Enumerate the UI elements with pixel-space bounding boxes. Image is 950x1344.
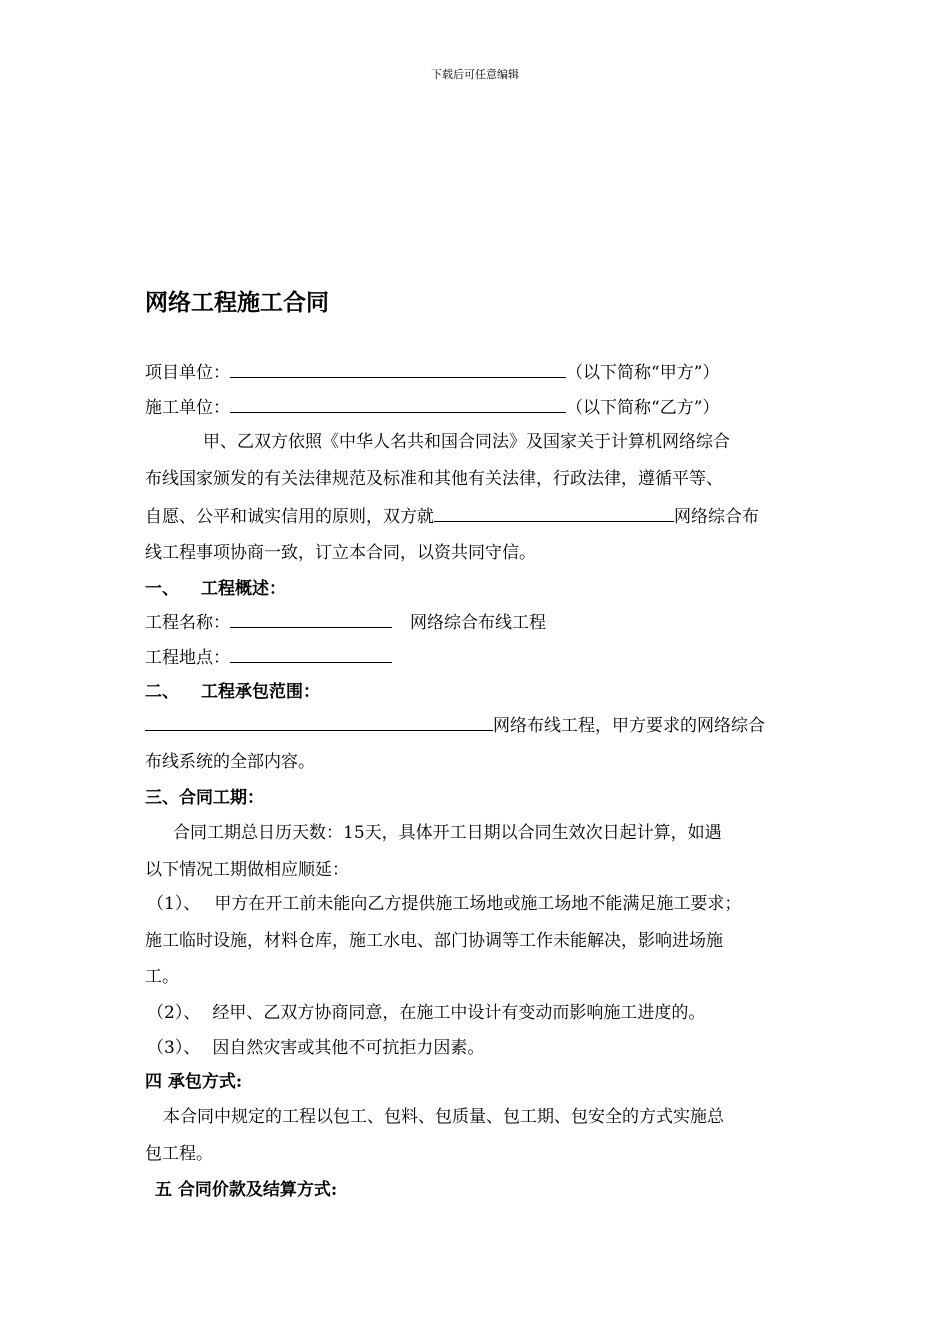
party-b-blank: [230, 396, 566, 413]
section-4-heading: 四 承包方式:: [145, 1072, 243, 1092]
delay-item-2-text: 经甲、乙双方协商同意，在施工中设计有变动而影响施工进度的。: [212, 1003, 706, 1023]
contract-method-line-1: 本合同中规定的工程以包工、包料、包质量、包工期、包安全的方式实施总: [163, 1107, 724, 1127]
section-2-number: 二、: [145, 682, 179, 702]
section-5-heading: 五 合同价款及结算方式:: [155, 1180, 338, 1200]
delay-item-1: [147, 893, 741, 915]
section-3-heading: 三、合同工期：: [145, 788, 264, 808]
party-b-label: 施工单位：: [145, 398, 230, 418]
intro-line-1: 甲、乙双方依照《中华人名共和国合同法》及国家关于计算机网络综合: [203, 432, 730, 452]
party-a-blank: [230, 361, 566, 378]
party-a-line: [145, 361, 719, 384]
intro-line-4: 线工程事项协商一致，订立本合同，以资共同守信。: [145, 543, 536, 563]
delay-item-1-line-2: 施工临时设施，材料仓库，施工水电、部门协调等工作未能解决，影响进场施: [145, 931, 723, 951]
project-location-line: [145, 646, 392, 669]
party-a-label: 项目单位：: [145, 363, 230, 383]
project-location-label: 工程地点：: [145, 648, 230, 668]
scope-line-1-text: 网络布线工程，甲方要求的网络综合: [493, 716, 765, 736]
project-name-value: 网络综合布线工程: [410, 613, 546, 633]
section-2-title: 工程承包范围：: [201, 682, 320, 702]
intro-line-3: [145, 505, 759, 528]
contract-method-line-2: 包工程。: [145, 1144, 213, 1164]
party-b-line: [145, 396, 719, 419]
delay-item-1-number: （1）、: [147, 894, 201, 914]
scope-line-2: 布线系统的全部内容。: [145, 752, 315, 772]
project-name-field-blank: [230, 611, 392, 628]
delay-item-2-number: （2）、: [147, 1003, 201, 1023]
duration-line-2: 以下情况工期做相应顺延：: [145, 860, 349, 880]
project-name-label: 工程名称：: [145, 613, 230, 633]
project-name-line: [145, 611, 546, 634]
delay-item-3-number: （3）、: [147, 1038, 201, 1058]
party-b-suffix: （以下简称“乙方”）: [566, 398, 720, 418]
section-1-heading: [145, 578, 286, 600]
document-title: 网络工程施工合同: [145, 289, 329, 316]
delay-item-1-line-3: 工。: [145, 967, 179, 987]
scope-blank: [145, 714, 493, 731]
section-2-heading: [145, 681, 320, 703]
delay-item-2: [147, 1002, 705, 1024]
delay-item-3-text: 因自然灾害或其他不可抗拒力因素。: [212, 1038, 485, 1058]
intro-line-3-post: 网络综合布: [674, 507, 759, 527]
page-header: 下载后可任意编辑: [431, 68, 519, 81]
section-1-number: 一、: [145, 579, 179, 599]
project-name-blank: [434, 505, 674, 522]
scope-line-1: [145, 714, 765, 737]
intro-line-2: 布线国家颁发的有关法律规范及标准和其他有关法律，行政法律，遵循平等、: [145, 469, 723, 489]
delay-item-3: [147, 1037, 484, 1059]
duration-line-1: 合同工期总日历天数：15天，具体开工日期以合同生效次日起计算，如遇: [173, 823, 722, 843]
party-a-suffix: （以下简称“甲方”）: [566, 363, 720, 383]
section-1-title: 工程概述：: [201, 579, 286, 599]
delay-item-1-text: 甲方在开工前未能向乙方提供施工场地或施工场地不能满足施工要求；: [214, 894, 742, 914]
project-location-blank: [230, 646, 392, 663]
intro-line-3-pre: 自愿、公平和诚实信用的原则，双方就: [145, 507, 434, 527]
